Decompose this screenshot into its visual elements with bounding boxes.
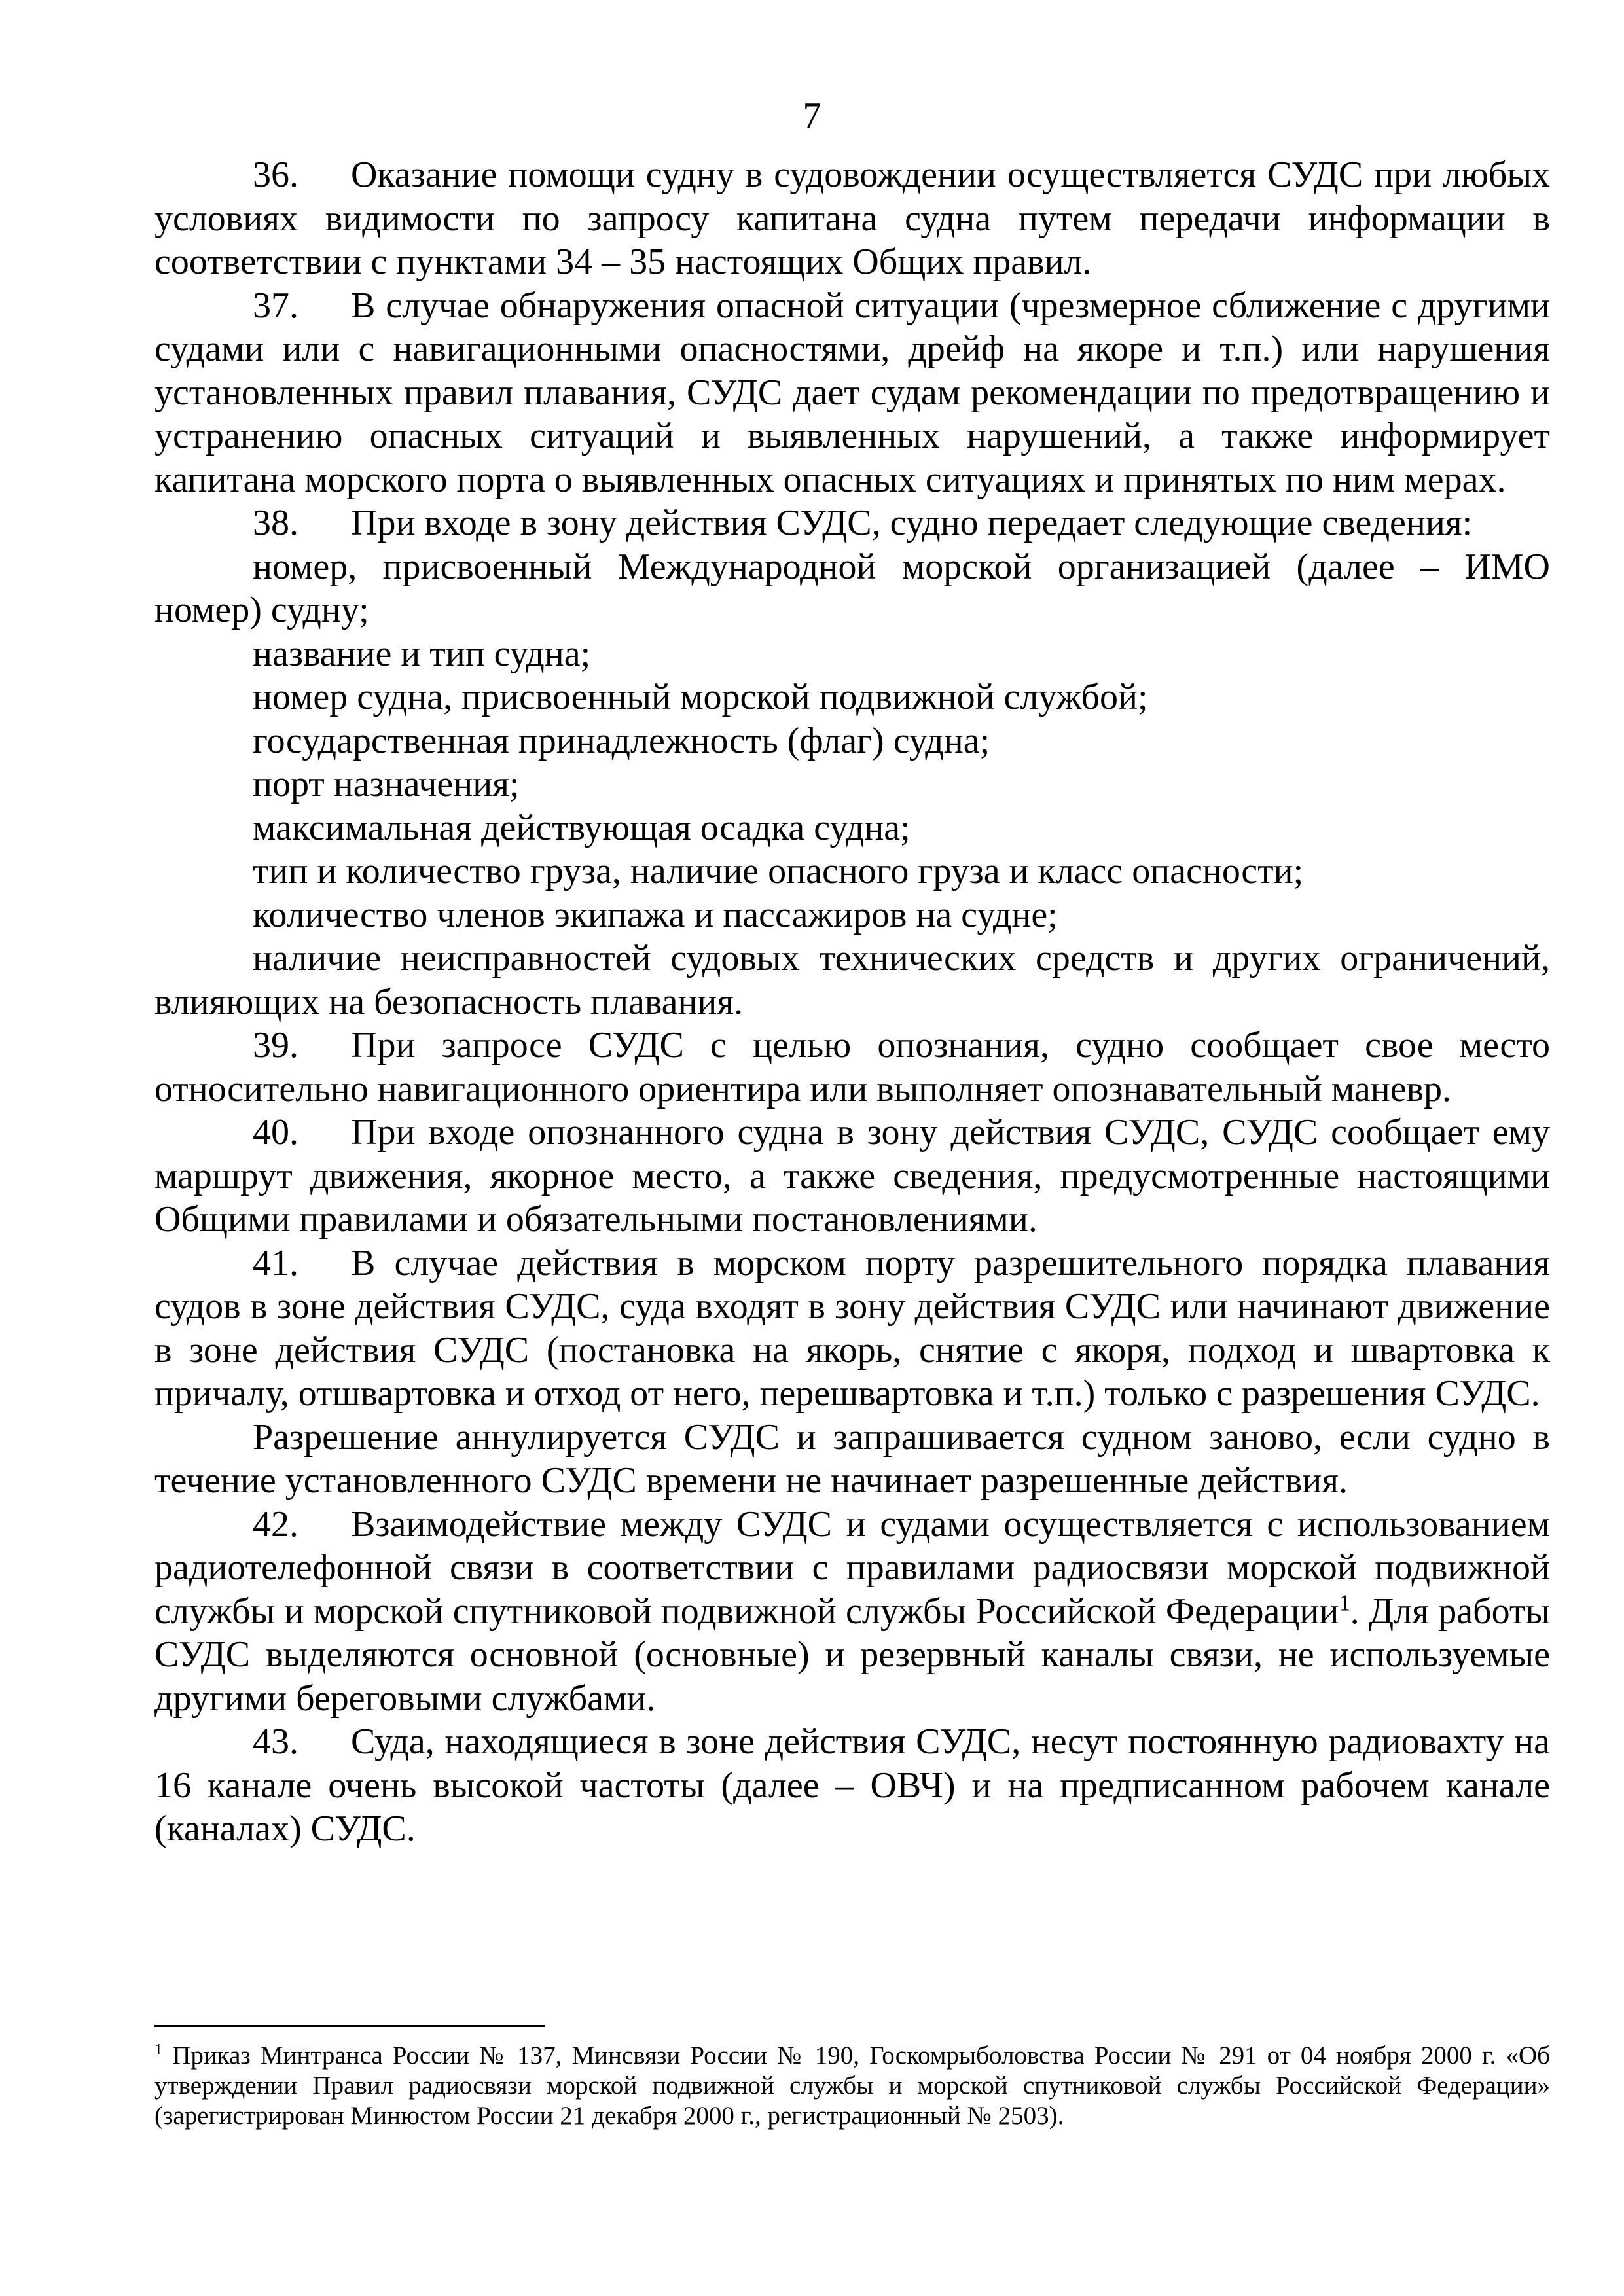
paragraph-number: 39.	[253, 1025, 298, 1066]
paragraph-text: Взаимодействие между СУДС и судами осуществляется с использованием радиотелефонной связи в соответствии с правилами радиосвязи морской подвижной службы и морской спутниковой подвижной службы Российской Федерации	[154, 1503, 1550, 1632]
paragraph-number: 36.	[253, 154, 298, 195]
list-item-crew-passengers: количество членов экипажа и пассажиров на судне;	[253, 894, 1058, 935]
paragraph-42	[154, 1503, 1550, 1721]
footnote-reference[interactable]: 1	[1339, 1589, 1350, 1615]
paragraph-text: В случае обнаружения опасной ситуации (чрезмерное сближение с другими судами или с навигационными опасностями, дрейф на якоре и т.п.) или нарушения установленных правил плавания, СУДС дает судам рекомендации по предотвращению и устранению опасных ситуаций и выявленных нарушений, а также информирует капитана морского порта о выявленных опасных ситуациях и принятых по ним мерах.	[154, 285, 1550, 500]
paragraph-38	[154, 501, 1550, 545]
paragraph-number: 40.	[253, 1112, 298, 1153]
paragraph-text-continued: . Для работы СУДС выделяются основной (основные) и резервный каналы связи, не используемые другими береговыми службами.	[154, 1590, 1550, 1719]
paragraph-text: При запросе СУДС с целью опознания, судно сообщает свое место относительно навигационного ориентира или выполняет опознавательный маневр.	[154, 1025, 1550, 1109]
paragraph-40	[154, 1111, 1550, 1242]
paragraph-number: 42.	[253, 1503, 298, 1545]
paragraph-43	[154, 1720, 1550, 1851]
paragraph-text: При входе в зону действия СУДС, судно передает следующие сведения:	[351, 503, 1473, 543]
page-number: 7	[803, 96, 821, 136]
footnote-divider	[154, 2025, 545, 2027]
paragraph-text: Суда, находящиеся в зоне действия СУДС, несут постоянную радиовахту на 16 канале очень высокой частоты (далее – ОВЧ) и на предписанном рабочем канале (каналах) СУДС.	[154, 1721, 1550, 1849]
paragraph-number: 43.	[253, 1721, 298, 1762]
list-item-cargo: тип и количество груза, наличие опасного груза и класс опасности;	[253, 851, 1304, 891]
paragraph-number: 41.	[253, 1242, 298, 1283]
document-body	[154, 153, 1550, 1851]
paragraph-41	[154, 1242, 1550, 1416]
footnote-text: Приказ Минтранса России № 137, Минсвязи России № 190, Госкомрыболовства России № 291 от 04 ноября 2000 г. «Об утверждении Правил радиосвязи морской подвижной службы и морской спутниковой службы Российской Федерации» (зарегистрирован Минюстом России 21 декабря 2000 г., регистрационный № 2503).	[154, 2041, 1550, 2130]
list-item-draught: максимальная действующая осадка судна;	[253, 807, 911, 848]
paragraph-number: 38.	[253, 503, 298, 543]
footnote	[154, 2041, 1550, 2131]
paragraph-39	[154, 1024, 1550, 1111]
list-item-destination-port: порт назначения;	[253, 764, 520, 804]
paragraph-36	[154, 153, 1550, 284]
paragraph-41-continuation: Разрешение аннулируется СУДС и запрашивается судном заново, если судно в течение установленного СУДС времени не начинает разрешенные действия.	[154, 1416, 1550, 1501]
list-item-defects: наличие неисправностей судовых технических средств и других ограничений, влияющих на безопасность плавания.	[154, 938, 1550, 1022]
paragraph-text: Оказание помощи судну в судовождении осуществляется СУДС при любых условиях видимости по запросу капитана судна путем передачи информации в соответствии с пунктами 34 – 35 настоящих Общих правил.	[154, 154, 1550, 282]
footnote-marker: 1	[154, 2041, 163, 2058]
list-item-mobile-service-number: номер судна, присвоенный морской подвижной службой;	[253, 677, 1148, 717]
paragraph-37	[154, 284, 1550, 502]
paragraph-text: При входе опознанного судна в зону действия СУДС, СУДС сообщает ему маршрут движения, якорное место, а также сведения, предусмотренные настоящими Общими правилами и обязательными постановлениями.	[154, 1112, 1550, 1240]
list-item-imo-number: номер, присвоенный Международной морской организацией (далее – ИМО номер) судну;	[154, 546, 1550, 630]
paragraph-text: В случае действия в морском порту разрешительного порядка плавания судов в зоне действия СУДС, суда входят в зону действия СУДС или начинают движение в зоне действия СУДС (постановка на якорь, снятие с якоря, подход и швартовка к причалу, отшвартовка и отход от него, перешвартовка и т.п.) только с разрешения СУДС.	[154, 1242, 1550, 1414]
list-item-ship-name-type: название и тип судна;	[253, 633, 591, 674]
list-item-flag: государственная принадлежность (флаг) судна;	[253, 720, 990, 761]
paragraph-number: 37.	[253, 285, 298, 326]
